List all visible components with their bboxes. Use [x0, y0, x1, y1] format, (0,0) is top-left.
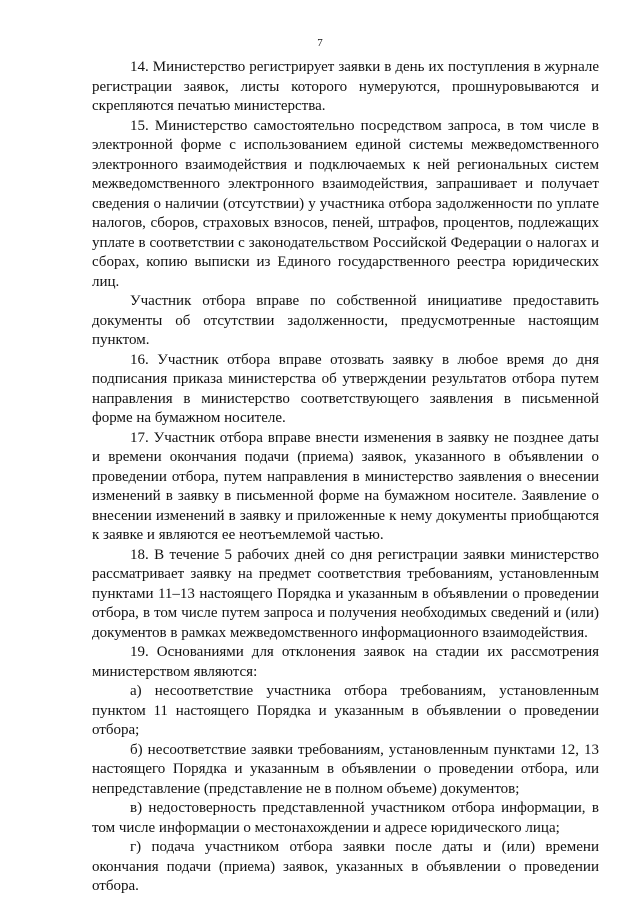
document-body	[92, 58, 599, 897]
paragraph-subitem-a: а) несоответствие участника отбора требованиям, установленным пунктом 11 настоящего Порядка и указанным в объявлении о проведении отбора;	[92, 683, 599, 738]
paragraph-item-19: 19. Основаниями для отклонения заявок на стадии их рассмотрения министерством являются:	[92, 644, 599, 680]
paragraph-subitem-b: б) несоответствие заявки требованиям, установленным пунктами 12, 13 настоящего Порядка и указанным в объявлении о проведении отбора, или непредставление (представление не в полном объеме) документов;	[92, 741, 599, 797]
paragraph-item-16: 16. Участник отбора вправе отозвать заявку в любое время до дня подписания приказа министерства об утверждении результатов отбора путем направления в министерство соответствующего заявления в письменной форме на бумажном носителе.	[92, 351, 599, 426]
paragraph-subitem-v: в) недостоверность представленной участником отбора информации, в том числе информации о местонахождении и адресе юридического лица;	[92, 800, 599, 836]
paragraph-item-17: 17. Участник отбора вправе внести изменения в заявку не позднее даты и времени окончания подачи (приема) заявок, указанного в объявлении о проведении отбора, путем направления в министерство заявления о внесении изменений в заявку в письменной форме на бумажном носителе. Заявление о внесении изменений в заявку и приложенные к нему документы приобщаются к заявке и являются ее неотъемлемой частью.	[92, 429, 599, 543]
paragraph-item-14: 14. Министерство регистрирует заявки в день их поступления в журнале регистрации заявок, листы которого нумеруются, прошнуровываются и скрепляются печатью министерства.	[92, 59, 599, 114]
paragraph-item-15: 15. Министерство самостоятельно посредством запроса, в том числе в электронной форме с использованием единой системы межведомственного электронного взаимодействия и подключаемых к ней региональных систем межведомственного электронного взаимодействия, запрашивает и получает сведения о наличии (отсутствии) у участника отбора задолженности по уплате налогов, сборов, страховых взносов, пеней, штрафов, процентов, подлежащих уплате в соответствии с законодательством Российской Федерации о налогах и сборах, копию выписки из Единого государственного реестра юридических лиц.	[92, 117, 599, 290]
page-number: 7	[317, 37, 323, 49]
paragraph-subitem-g: г) подача участником отбора заявки после даты и (или) времени окончания подачи (приема) заявок, указанных в объявлении о проведении отбора.	[92, 839, 599, 894]
paragraph-item-15-continuation: Участник отбора вправе по собственной инициативе предоставить документы об отсутствии задолженности, предусмотренные настоящим пунктом.	[92, 293, 599, 348]
paragraph-item-18: 18. В течение 5 рабочих дней со дня регистрации заявки министерство рассматривает заявку на предмет соответствия требованиям, установленным пунктами 11–13 настоящего Порядка и указанным в объявлении о проведении отбора, в том числе путем запроса и получения необходимых сведений и (или) документов в рамках межведомственного информационного взаимодействия.	[92, 546, 599, 641]
